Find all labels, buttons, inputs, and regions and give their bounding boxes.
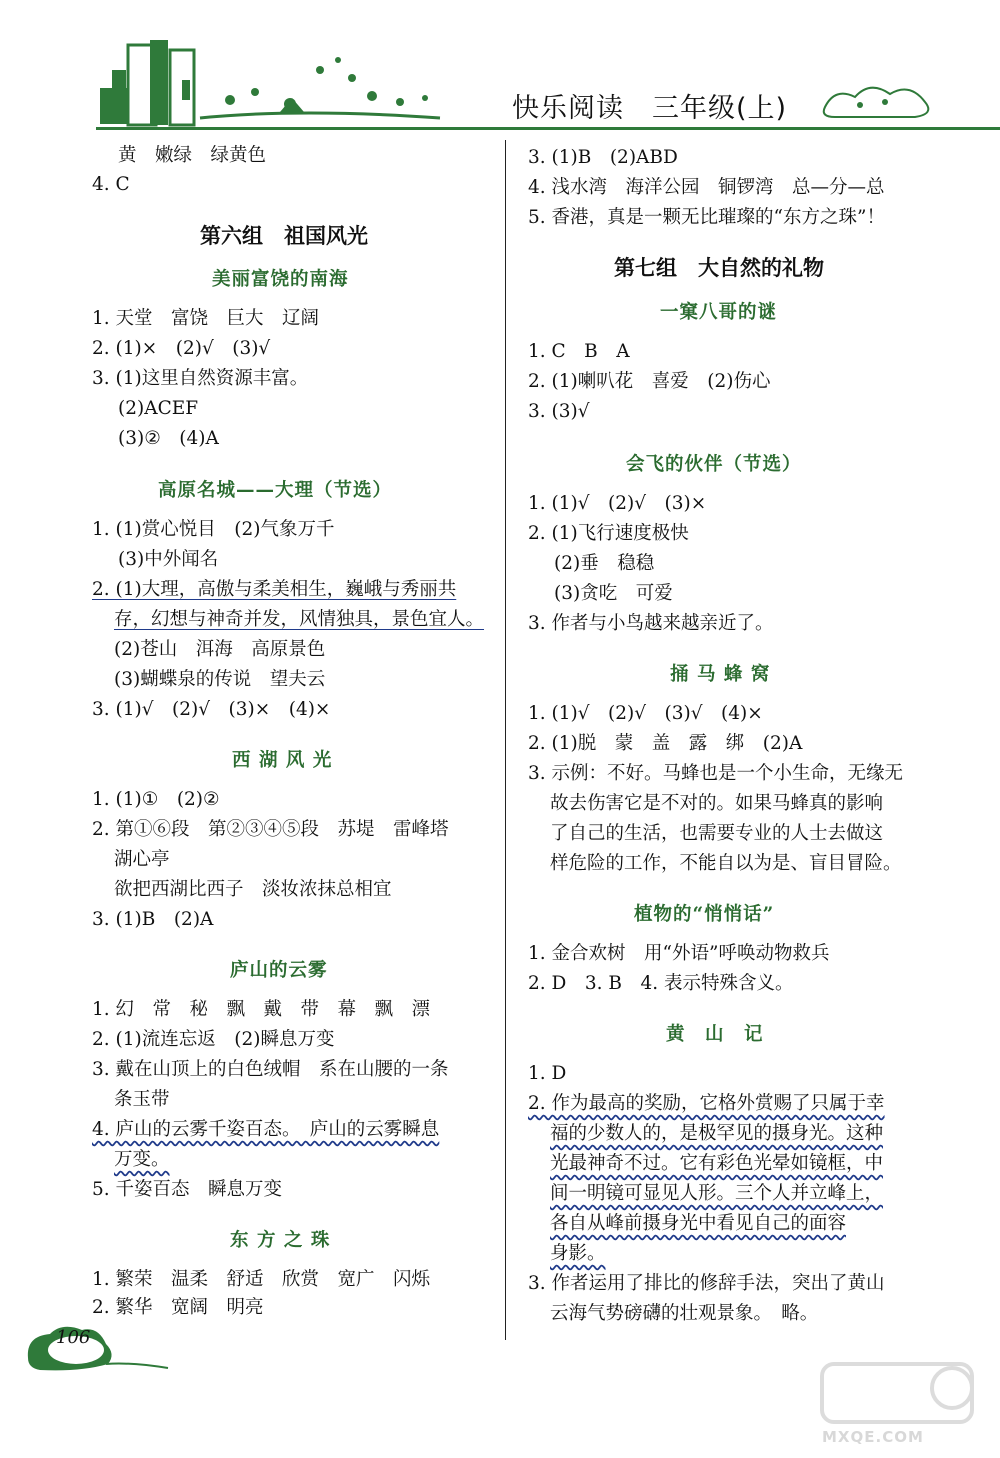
answer-line: 3. (1)B (2)A (92, 909, 214, 930)
group-heading: 第六组 祖国风光 (200, 224, 368, 248)
answer-line: 4. C (92, 174, 130, 195)
answer-line: 3. (1)这里自然资源丰富。 (92, 368, 309, 389)
answer-line: 湖心亭 (114, 849, 170, 870)
answer-line: 1. C B A (528, 341, 630, 362)
book-title: 快乐阅读 三年级(上) (512, 93, 788, 124)
answer-line: 2. 繁华 宽阔 明亮 (92, 1297, 264, 1318)
lesson-title: 植物的“悄悄话” (634, 904, 775, 925)
answer-line: (3)② (4)A (118, 428, 219, 449)
answer-line: 黄 嫩绿 绿黄色 (118, 145, 267, 166)
answer-line: 5. 千姿百态 瞬息万变 (92, 1179, 283, 1200)
answer-line: 了自己的生活，也需要专业的人士去做这 (550, 823, 884, 844)
header-cloud-ornament (815, 72, 945, 132)
lesson-title: 庐山的云雾 (230, 960, 328, 981)
answer-line: 1. D (528, 1063, 567, 1084)
answer-line: 1. 金合欢树 用“外语”呼唤动物救兵 (528, 943, 830, 964)
answer-line: 3. 作者运用了排比的修辞手法，突出了黄山 (528, 1273, 885, 1294)
answer-line: 2. 第①⑥段 第②③④⑤段 苏堤 雷峰塔 (92, 819, 449, 840)
answer-line: 故去伤害它是不对的。如果马蜂真的影响 (550, 793, 884, 814)
answer-line: 1. (1)√ (2)√ (3)× (528, 493, 707, 514)
header-rule (96, 127, 1000, 130)
answer-line: (3)蝴蝶泉的传说 望夫云 (114, 669, 326, 690)
answer-line-wavy: 间一明镜可显见人形。三个人并立峰上， (550, 1183, 884, 1204)
answer-line: 2. (1)流连忘返 (2)瞬息万变 (92, 1029, 335, 1050)
answer-line: 2. (1)× (2)√ (3)√ (92, 338, 271, 359)
page-number: 106 (56, 1327, 91, 1348)
answer-line: (2)苍山 洱海 高原景色 (114, 639, 326, 660)
header-decoration-illustration (0, 0, 500, 135)
answer-line: 3. (1)B (2)ABD (528, 147, 678, 168)
lesson-title: 美丽富饶的南海 (212, 269, 349, 290)
answer-line: 1. 天堂 富饶 巨大 辽阔 (92, 308, 320, 329)
answer-line: 3. (1)√ (2)√ (3)× (4)× (92, 699, 331, 720)
answer-line: (3)贪吃 可爱 (554, 583, 673, 604)
lesson-title: 东 方 之 珠 (230, 1230, 331, 1251)
answer-line: 1. (1)√ (2)√ (3)√ (4)× (528, 703, 763, 724)
answer-line: 5. 香港，真是一颗无比璀璨的“东方之珠”！ (528, 207, 885, 228)
answer-line-wavy: 光最神奇不过。它有彩色光晕如镜框，中 (550, 1153, 884, 1174)
answer-line: 3. 戴在山顶上的白色绒帽 系在山腰的一条 (92, 1059, 449, 1080)
answer-line: (2)ACEF (118, 398, 199, 419)
answer-line: (3)中外闻名 (118, 549, 219, 570)
answer-line-wavy: 2. 作为最高的奖励，它格外赏赐了只属于幸 (528, 1093, 885, 1114)
answer-line: 1. 繁荣 温柔 舒适 欣赏 宽广 闪烁 (92, 1269, 431, 1290)
answer-line: 2. (1)脱 蒙 盖 露 绑 (2)A (528, 733, 803, 754)
answer-line-wavy: 福的少数人的，是极罕见的摄身光。这种 (550, 1123, 884, 1144)
answer-line-underlined: 存，幻想与神奇并发，风情独具，景色宜人。 (114, 609, 485, 630)
answer-line: 3. 示例：不好。马蜂也是一个小生命，无缘无 (528, 763, 904, 784)
answer-line: 欲把西湖比西子 淡妆浓抹总相宜 (114, 879, 392, 900)
answer-line: 条玉带 (114, 1089, 170, 1110)
answer-line: (2)垂 稳稳 (554, 553, 655, 574)
lesson-title: 高原名城——大理（节选） (158, 480, 393, 501)
answer-line: 样危险的工作，不能自以为是、盲目冒险。 (550, 853, 902, 874)
answer-line: 1. (1)赏心悦目 (2)气象万千 (92, 519, 335, 540)
answer-line: 2. (1)飞行速度极快 (528, 523, 689, 544)
answer-line: 1. (1)① (2)② (92, 789, 220, 810)
column-divider (505, 140, 506, 1340)
page-header (0, 0, 1000, 140)
lesson-title: 会飞的伙伴（节选） (626, 454, 802, 475)
lesson-title: 捅 马 蜂 窝 (670, 664, 771, 685)
lesson-title: 黄 山 记 (666, 1024, 764, 1045)
answer-line-wavy: 各自从峰前摄身光中看见自己的面容 (550, 1213, 847, 1234)
page-number-badge (20, 1318, 170, 1378)
answer-line: 3. (3)√ (528, 401, 590, 422)
lesson-title: 一窠八哥的谜 (660, 302, 778, 323)
group-heading: 第七组 大自然的礼物 (614, 256, 824, 280)
watermark-text: MXQE.COM (822, 1428, 924, 1446)
lesson-title: 西 湖 风 光 (232, 750, 333, 771)
answer-line-wavy: 万变。 (114, 1149, 170, 1170)
answer-line: 4. 浅水湾 海洋公园 铜锣湾 总—分—总 (528, 177, 885, 198)
answer-line: 2. D 3. B 4. 表示特殊含义。 (528, 973, 794, 994)
answer-line: 2. (1)喇叭花 喜爱 (2)伤心 (528, 371, 771, 392)
answer-line-wavy: 4. 庐山的云雾千姿百态。 庐山的云雾瞬息 (92, 1119, 440, 1140)
answer-line: 1. 幻 常 秘 飘 戴 带 幕 飘 漂 (92, 999, 431, 1020)
answer-line-underlined: 2. (1)大理，高傲与柔美相生，巍峨与秀丽共 (92, 579, 457, 600)
answer-line: 云海气势磅礴的壮观景象。 略。 (550, 1303, 819, 1324)
answer-line-wavy: 身影。 (550, 1243, 606, 1264)
answer-line: 3. 作者与小鸟越来越亲近了。 (528, 613, 774, 634)
